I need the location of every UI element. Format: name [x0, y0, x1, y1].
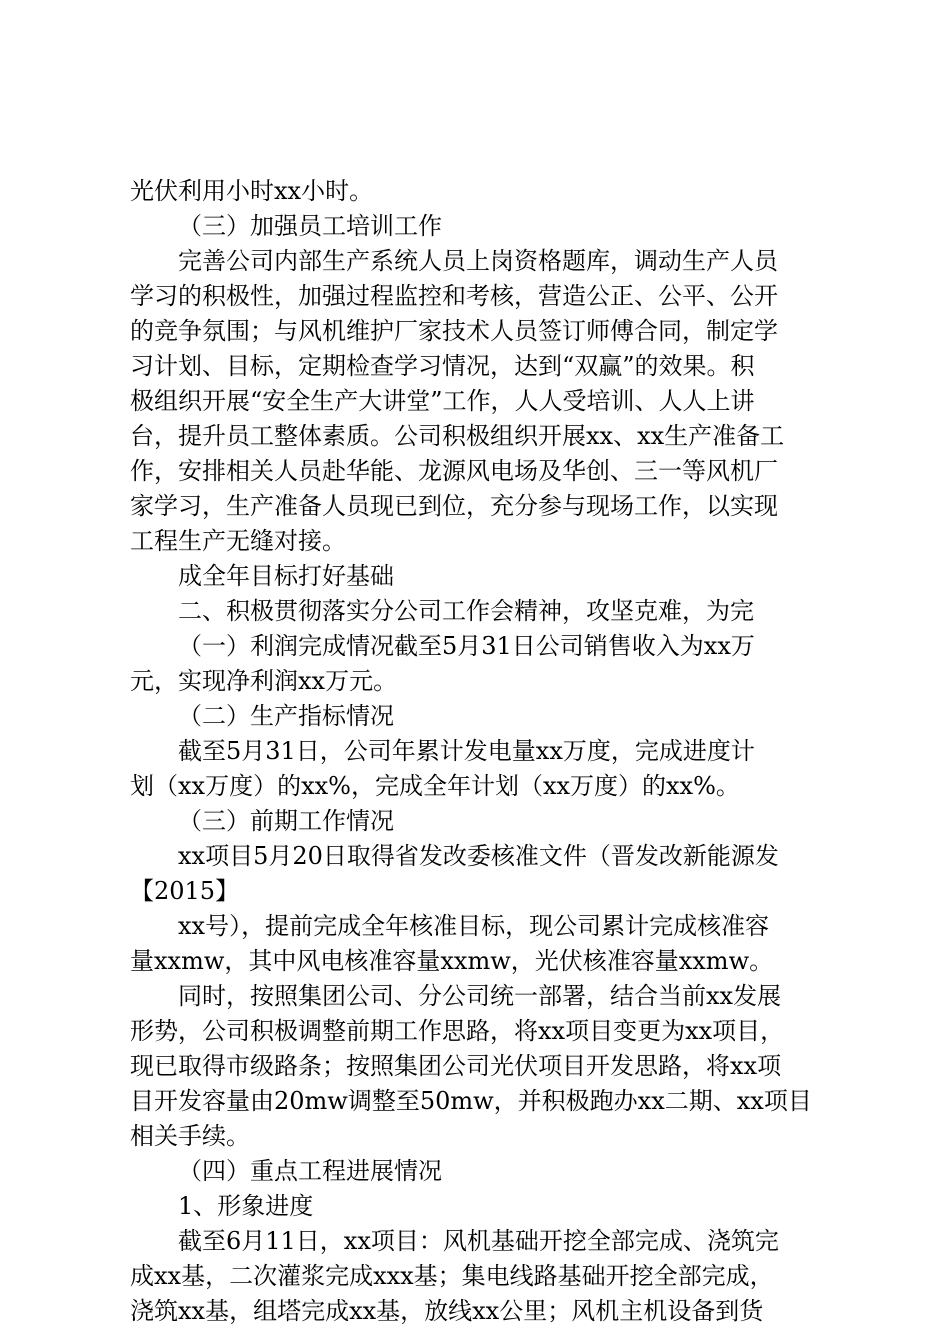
section-heading: （四）重点工程进展情况 [178, 1157, 442, 1185]
paragraph-line: 截至5月31日，公司年累计发电量xx万度，完成进度计 [178, 737, 755, 765]
paragraph-line: 极组织开展“安全生产大讲堂”工作，人人受培训、人人上讲 [130, 387, 755, 415]
text-line: 成全年目标打好基础 [178, 562, 394, 590]
paragraph-line: 台，提升员工整体素质。公司积极组织开展xx、xx生产准备工 [130, 422, 785, 450]
paragraph-line: 工程生产无缝对接。 [130, 527, 346, 555]
paragraph-line: 的竞争氛围；与风机维护厂家技术人员签订师傅合同，制定学 [130, 317, 778, 345]
section-heading: （二）生产指标情况 [178, 702, 394, 730]
section-heading: （三）加强员工培训工作 [178, 212, 442, 240]
paragraph-line: 浇筑xx基，组塔完成xx基，放线xx公里；风机主机设备到货 [130, 1297, 764, 1325]
subsection-heading: 1、形象进度 [178, 1192, 314, 1220]
paragraph-line: 完善公司内部生产系统人员上岗资格题库，调动生产人员 [178, 247, 778, 275]
paragraph-line: 量xxmw，其中风电核准容量xxmw，光伏核准容量xxmw。 [130, 947, 774, 975]
paragraph-line: 现已取得市级路条；按照集团公司光伏项目开发思路，将xx项 [130, 1052, 782, 1080]
paragraph-line: 划（xx万度）的xx%，完成全年计划（xx万度）的xx%。 [130, 772, 740, 800]
paragraph-line: 家学习，生产准备人员现已到位，充分参与现场工作，以实现 [130, 492, 778, 520]
paragraph-line: 形势，公司积极调整前期工作思路，将xx项目变更为xx项目， [130, 1017, 785, 1045]
paragraph-line: 【2015】 [130, 877, 240, 905]
paragraph-line: 习计划、目标，定期检查学习情况，达到“双赢”的效果。积 [130, 352, 755, 380]
paragraph-line: 学习的积极性，加强过程监控和考核，营造公正、公平、公开 [130, 282, 778, 310]
paragraph-line: （一）利润完成情况截至5月31日公司销售收入为xx万 [178, 632, 755, 660]
paragraph-line: 目开发容量由20mw调整至50mw，并积极跑办xx二期、xx项目 [130, 1087, 812, 1115]
paragraph-line: 相关手续。 [130, 1122, 250, 1150]
paragraph-line: xx号），提前完成全年核准目标，现公司累计完成核准容 [178, 912, 770, 940]
text-line: 光伏利用小时xx小时。 [130, 177, 374, 205]
paragraph-line: 作，安排相关人员赴华能、龙源风电场及华创、三一等风机厂 [130, 457, 778, 485]
paragraph-line: 截至6月11日，xx项目：风机基础开挖全部完成、浇筑完 [178, 1227, 779, 1255]
paragraph-line: 同时，按照集团公司、分公司统一部署，结合当前xx发展 [178, 982, 782, 1010]
paragraph-line: 元，实现净利润xx万元。 [130, 667, 398, 695]
paragraph-line: xx项目5月20日取得省发改委核准文件（晋发改新能源发 [178, 842, 779, 870]
section-heading: 二、积极贯彻落实分公司工作会精神，攻坚克难，为完 [178, 597, 754, 625]
paragraph-line: 成xx基，二次灌浆完成xxx基；集电线路基础开挖全部完成， [130, 1262, 774, 1290]
section-heading: （三）前期工作情况 [178, 807, 394, 835]
